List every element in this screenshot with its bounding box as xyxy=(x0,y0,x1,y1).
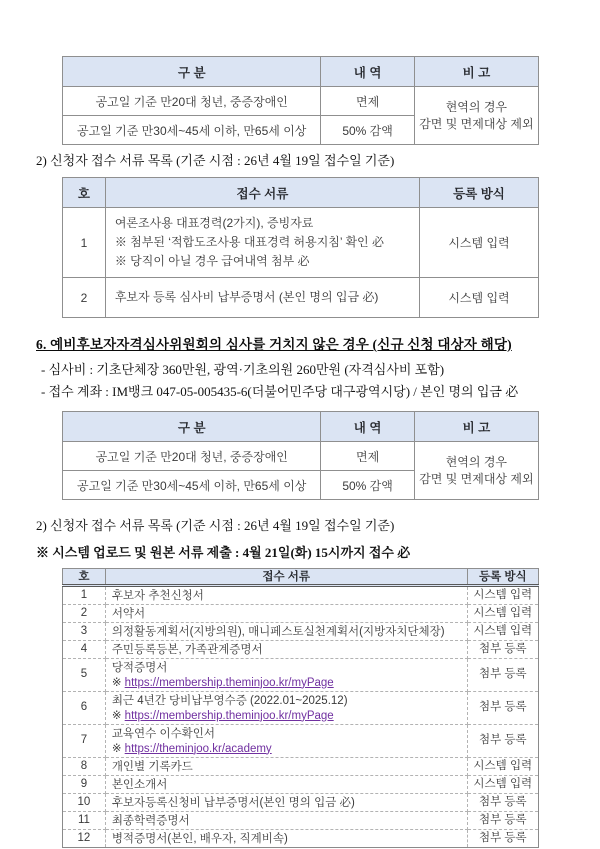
document-number-cell: 5 xyxy=(63,659,106,692)
document-number-cell: 2 xyxy=(63,605,106,623)
fee-category-cell: 공고일 기준 만30세~45세 이하, 만65세 이상 xyxy=(63,116,321,145)
column-header-detail: 내 역 xyxy=(321,412,414,442)
document-name-cell xyxy=(105,641,467,659)
column-header-category: 구 분 xyxy=(63,412,321,442)
registration-method-cell: 첨부 등록 xyxy=(467,641,538,659)
column-header-document: 접수 서류 xyxy=(105,569,467,586)
table-header-row xyxy=(63,569,539,586)
document-number-cell: 10 xyxy=(63,794,106,812)
document-line: 본인소개서 xyxy=(111,778,168,791)
fee-detail-cell: 50% 감액 xyxy=(321,116,414,145)
document-number-cell: 2 xyxy=(63,278,106,318)
document-number-cell: 4 xyxy=(63,641,106,659)
document-link[interactable]: https://membership.theminjoo.kr/myPage xyxy=(124,709,334,722)
column-header-method: 등록 방식 xyxy=(419,178,538,208)
document-name-cell xyxy=(105,623,467,641)
document-table-row xyxy=(63,208,539,278)
registration-method-cell: 시스템 입력 xyxy=(467,623,538,641)
fee-remark-line: 현역의 경우 xyxy=(445,454,508,469)
fee-remark-line: 감면 및 면제대상 제외 xyxy=(419,116,534,131)
document-table-row xyxy=(63,605,539,623)
document-line: 개인별 기록카드 xyxy=(111,760,193,773)
column-header-number: 호 xyxy=(63,178,106,208)
column-header-method: 등록 방식 xyxy=(467,569,538,586)
column-header-remark: 비 고 xyxy=(414,412,538,442)
registration-method-cell: 시스템 입력 xyxy=(419,278,538,318)
document-number-cell: 12 xyxy=(63,830,106,848)
document-name-cell xyxy=(105,278,419,318)
document-name-cell xyxy=(105,586,467,605)
document-name-cell xyxy=(105,776,467,794)
registration-method-cell: 첨부 등록 xyxy=(467,725,538,758)
document-name-cell xyxy=(105,758,467,776)
fee-remark-line: 현역의 경우 xyxy=(445,99,508,114)
fee-remark-line: 감면 및 면제대상 제외 xyxy=(419,471,534,486)
document-name-cell xyxy=(105,208,419,278)
document-number-cell: 1 xyxy=(63,208,106,278)
review-fee-bullet: - 심사비 : 기초단체장 360만원, 광역·기초의원 260만원 (자격심사비 포함) xyxy=(41,362,445,377)
applicant-documents-list-title-1: 2) 신청자 접수 서류 목록 (기준 시점 : 26년 4월 19일 접수일 기준) xyxy=(36,153,395,168)
column-header-document: 접수 서류 xyxy=(105,178,419,208)
document-name-cell xyxy=(105,830,467,848)
document-number-cell: 8 xyxy=(63,758,106,776)
column-header-remark: 비 고 xyxy=(414,57,538,87)
column-header-detail: 내 역 xyxy=(321,57,414,87)
applicant-documents-list-title-2: 2) 신청자 접수 서류 목록 (기준 시점 : 26년 4월 19일 접수일 기준) xyxy=(36,518,395,533)
document-table-row xyxy=(63,776,539,794)
column-header-category: 구 분 xyxy=(63,57,321,87)
bank-account-bullet: - 접수 계좌 : IM뱅크 047-05-005435-6(더불어민주당 대구광역시당) / 본인 명의 입금 必 xyxy=(41,384,519,399)
document-line: 교육연수 이수확인서 xyxy=(111,727,216,740)
document-line: ※ 첨부된 ‘적합도조사용 대표경력 허용지침’ 확인 必 xyxy=(114,235,384,249)
document-table-row xyxy=(63,278,539,318)
document-number-cell: 9 xyxy=(63,776,106,794)
registration-method-cell: 시스템 입력 xyxy=(419,208,538,278)
fee-table-row xyxy=(63,87,539,116)
document-line: ※ https://membership.theminjoo.kr/myPage xyxy=(111,676,334,689)
applicant-documents-table-1 xyxy=(62,177,539,318)
document-line: ※ https://theminjoo.kr/academy xyxy=(111,742,272,755)
document-line: 의정활동계획서(지방의원), 매니페스토실천계획서(지방자치단체장) xyxy=(111,625,445,638)
document-line: 주민등록등본, 가족관계증명서 xyxy=(111,643,263,656)
table-header-row xyxy=(63,178,539,208)
document-line: ※ 당직이 아닐 경우 급여내역 첨부 必 xyxy=(114,254,310,268)
document-table-row xyxy=(63,830,539,848)
registration-method-cell: 시스템 입력 xyxy=(467,586,538,605)
review-fee-exemption-table-2 xyxy=(62,411,539,500)
registration-method-cell: 첨부 등록 xyxy=(467,830,538,848)
registration-method-cell: 첨부 등록 xyxy=(467,794,538,812)
fee-remark-cell xyxy=(414,87,538,145)
document-table-row xyxy=(63,641,539,659)
registration-method-cell: 첨부 등록 xyxy=(467,659,538,692)
fee-detail-cell: 면제 xyxy=(321,442,414,471)
section-6-heading: 6. 예비후보자자격심사위원회의 심사를 거치지 않은 경우 (신규 신청 대상자 해당) xyxy=(36,337,512,352)
document-name-cell xyxy=(105,605,467,623)
fee-table-row xyxy=(63,442,539,471)
registration-method-cell: 첨부 등록 xyxy=(467,812,538,830)
document-link[interactable]: https://membership.theminjoo.kr/myPage xyxy=(124,676,334,689)
document-table-row xyxy=(63,623,539,641)
document-line: 최근 4년간 당비납부영수증 (2022.01~2025.12) xyxy=(111,694,348,707)
fee-detail-cell: 면제 xyxy=(321,87,414,116)
document-number-cell: 1 xyxy=(63,586,106,605)
document-name-cell xyxy=(105,725,467,758)
fee-detail-cell: 50% 감액 xyxy=(321,471,414,500)
document-number-cell: 11 xyxy=(63,812,106,830)
document-line: 최종학력증명서 xyxy=(111,814,190,827)
document-line: 여론조사용 대표경력(2가지), 증빙자료 xyxy=(114,216,314,230)
fee-remark-cell xyxy=(414,442,538,500)
fee-category-cell: 공고일 기준 만20대 청년, 중증장애인 xyxy=(63,442,321,471)
table-header-row xyxy=(63,412,539,442)
document-table-row xyxy=(63,812,539,830)
document-name-cell xyxy=(105,812,467,830)
document-table-row xyxy=(63,758,539,776)
document-number-cell: 3 xyxy=(63,623,106,641)
column-header-number: 호 xyxy=(63,569,106,586)
document-name-cell xyxy=(105,692,467,725)
document-number-cell: 7 xyxy=(63,725,106,758)
upload-deadline-note: ※ 시스템 업로드 및 원본 서류 제출 : 4월 21일(화) 15시까지 접수 必 xyxy=(36,545,411,560)
fee-category-cell: 공고일 기준 만30세~45세 이하, 만65세 이상 xyxy=(63,471,321,500)
registration-method-cell: 시스템 입력 xyxy=(467,605,538,623)
document-line: 후보자 추천신청서 xyxy=(111,589,204,602)
document-line: 병적증명서(본인, 배우자, 직계비속) xyxy=(111,832,288,845)
document-table-row xyxy=(63,794,539,812)
document-line: 후보자등록신청비 납부증명서(본인 명의 입금 必) xyxy=(111,796,355,809)
document-line: 당적증명서 xyxy=(111,661,168,674)
review-fee-exemption-table-1 xyxy=(62,56,539,145)
document-link[interactable]: https://theminjoo.kr/academy xyxy=(124,742,272,755)
document-table-row xyxy=(63,659,539,692)
document-table-row xyxy=(63,692,539,725)
document-name-cell xyxy=(105,794,467,812)
document-line: 서약서 xyxy=(111,607,146,620)
document-name-cell xyxy=(105,659,467,692)
document-line: 후보자 등록 심사비 납부증명서 (본인 명의 입금 必) xyxy=(114,290,379,304)
document-line: ※ https://membership.theminjoo.kr/myPage xyxy=(111,709,334,722)
applicant-documents-table-2 xyxy=(62,568,539,848)
table-header-row xyxy=(63,57,539,87)
registration-method-cell: 시스템 입력 xyxy=(467,776,538,794)
registration-method-cell: 첨부 등록 xyxy=(467,692,538,725)
registration-method-cell: 시스템 입력 xyxy=(467,758,538,776)
document-table-row xyxy=(63,586,539,605)
fee-category-cell: 공고일 기준 만20대 청년, 중증장애인 xyxy=(63,87,321,116)
document-table-row xyxy=(63,725,539,758)
document-number-cell: 6 xyxy=(63,692,106,725)
